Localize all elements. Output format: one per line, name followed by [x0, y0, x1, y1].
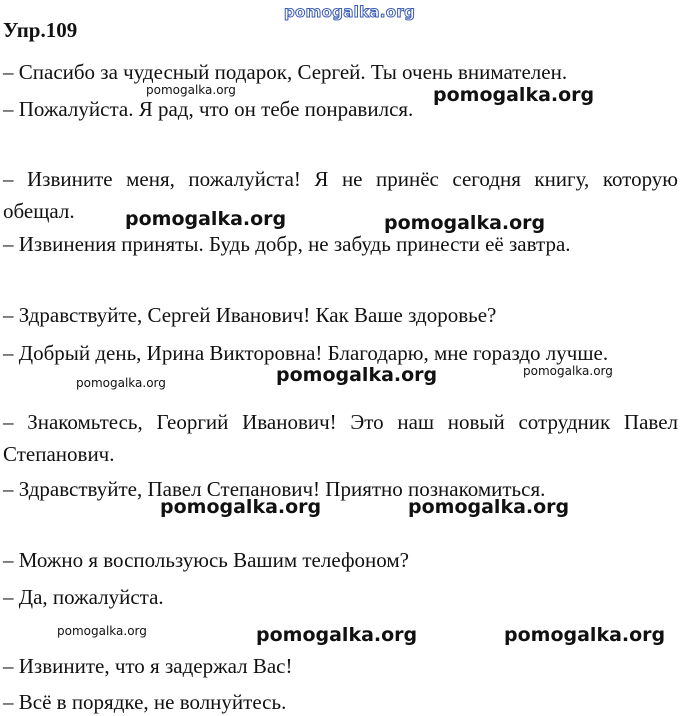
watermark: pomogalka.org: [125, 208, 287, 230]
dialogue-5-line-1: – Можно я воспользуюсь Вашим телефоном?: [3, 548, 409, 572]
watermark: pomogalka.org: [76, 376, 166, 390]
watermark: pomogalka.org: [523, 364, 613, 378]
dialogue-2-line-3: – Извинения приняты. Будь добр, не забудь принести её завтра.: [3, 232, 571, 256]
dialogue-4-line-1: – Знакомьтесь, Георгий Иванович! Это наш новый сотрудник Павел: [3, 410, 678, 434]
watermark: pomogalka.org: [146, 83, 236, 97]
watermark: pomogalka.org: [384, 212, 546, 234]
dialogue-4-line-2: Степанович.: [3, 442, 115, 466]
header-watermark: pomogalka.org: [284, 3, 416, 21]
dialogue-1-line-1: – Спасибо за чудесный подарок, Сергей. Ты очень внимателен.: [3, 60, 568, 84]
watermark: pomogalka.org: [57, 624, 147, 638]
watermark: pomogalka.org: [276, 364, 438, 386]
watermark: pomogalka.org: [256, 624, 418, 646]
watermark: pomogalka.org: [433, 84, 595, 106]
watermark: pomogalka.org: [504, 624, 666, 646]
dialogue-1-line-2: – Пожалуйста. Я рад, что он тебе понравился.: [3, 97, 414, 121]
dialogue-4-paragraph: [3, 408, 678, 468]
dialogue-5-line-2: – Да, пожалуйста.: [3, 585, 164, 609]
watermark: pomogalka.org: [160, 496, 322, 518]
dialogue-2-paragraph: [3, 165, 678, 225]
dialogue-4-line-3: – Здравствуйте, Павел Степанович! Приятно познакомиться.: [3, 477, 546, 501]
dialogue-3-line-1: – Здравствуйте, Сергей Иванович! Как Ваше здоровье?: [3, 303, 497, 327]
dialogue-2-line-2: обещал.: [3, 199, 75, 223]
exercise-title: Упр.109: [3, 18, 78, 42]
dialogue-2-line-1: – Извините меня, пожалуйста! Я не принёс сегодня книгу, которую: [3, 167, 678, 191]
dialogue-6-line-2: – Всё в порядке, не волнуйтесь.: [3, 690, 287, 714]
watermark: pomogalka.org: [408, 496, 570, 518]
dialogue-3-line-2: – Добрый день, Ирина Викторовна! Благодарю, мне гораздо лучше.: [3, 341, 609, 365]
dialogue-6-line-1: – Извините, что я задержал Вас!: [3, 654, 293, 678]
